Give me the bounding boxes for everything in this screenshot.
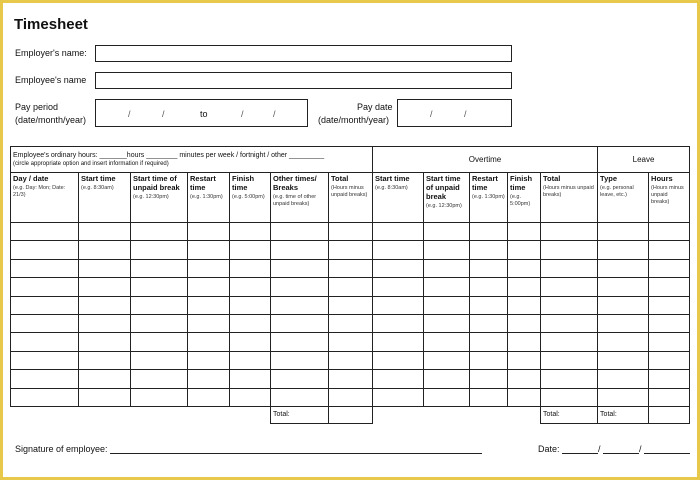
column-title: Finish time [510,174,533,192]
overtime-total-label-cell [541,406,598,423]
table-cell[interactable] [79,278,131,296]
table-cell[interactable] [329,223,373,241]
table-cell[interactable] [131,314,188,332]
column-title: Restart time [472,174,498,192]
column-title: Start time of unpaid break [133,174,180,192]
timesheet-table [10,146,690,424]
table-row [11,333,690,351]
table-cell[interactable] [424,370,470,388]
table-cell[interactable] [329,333,373,351]
table-cell[interactable] [541,223,598,241]
column-title: Restart time [190,174,216,192]
table-cell[interactable] [230,259,271,277]
table-cell[interactable] [508,296,541,314]
pay-period-field[interactable] [95,99,308,127]
table-cell[interactable] [470,259,508,277]
table-cell[interactable] [649,370,690,388]
table-cell[interactable] [598,241,649,259]
table-row [11,296,690,314]
column-hint: (Hours minus unpaid breaks) [331,185,368,198]
table-cell[interactable] [271,296,329,314]
ordinary-hours-header [11,147,373,173]
table-cell[interactable] [508,259,541,277]
table-cell[interactable] [329,388,373,406]
table-cell[interactable] [470,314,508,332]
column-title: Total [543,174,561,183]
column-title: Day / date [13,174,49,183]
column-header [649,173,690,223]
table-cell[interactable] [188,241,230,259]
table-cell[interactable] [424,259,470,277]
table-cell[interactable] [649,388,690,406]
table-cell[interactable] [131,370,188,388]
table-cell[interactable] [79,296,131,314]
date-separator: / [430,109,433,119]
date-separator: / [639,444,642,454]
table-cell[interactable] [373,314,424,332]
column-title: Start time [81,174,116,183]
table-cell[interactable] [11,388,79,406]
table-row [11,388,690,406]
table-cell[interactable] [271,333,329,351]
table-cell[interactable] [79,351,131,369]
leave-total-cell[interactable] [649,406,690,423]
table-cell[interactable] [508,370,541,388]
spacer [373,406,541,423]
table-cell[interactable] [541,296,598,314]
column-hint: (Hours minus unpaid breaks) [651,185,684,205]
column-hint: (e.g. 12:30pm) [133,194,169,200]
column-title: Hours [651,174,673,183]
pay-period-label: Pay period [15,102,59,112]
column-header [329,173,373,223]
date-separator: / [241,109,244,119]
date-month-line[interactable] [603,453,639,454]
table-cell[interactable] [598,314,649,332]
employer-name-field[interactable] [95,45,512,62]
table-cell[interactable] [271,259,329,277]
date-label: Date: [538,444,560,454]
table-cell[interactable] [649,351,690,369]
pay-date-label: Pay date [357,102,393,112]
table-cell[interactable] [11,351,79,369]
table-cell[interactable] [649,278,690,296]
column-header [424,173,470,223]
date-day-line[interactable] [562,453,598,454]
table-cell[interactable] [541,370,598,388]
table-cell[interactable] [230,296,271,314]
table-cell[interactable] [373,259,424,277]
pay-date-format-label: (date/month/year) [318,115,390,125]
table-cell[interactable] [271,351,329,369]
table-cell[interactable] [424,351,470,369]
column-header [541,173,598,223]
table-cell[interactable] [470,296,508,314]
table-cell[interactable] [11,223,79,241]
table-cell[interactable] [373,388,424,406]
table-cell[interactable] [79,223,131,241]
table-cell[interactable] [230,370,271,388]
ordinary-total-label: Total: [271,406,329,423]
table-cell[interactable] [188,278,230,296]
table-cell[interactable] [230,241,271,259]
table-cell[interactable] [11,370,79,388]
overtime-total-label: Total: [543,410,560,418]
pay-period-format-label: (date/month/year) [15,115,87,125]
table-cell[interactable] [11,259,79,277]
to-label: to [200,109,208,119]
table-cell[interactable] [508,333,541,351]
table-cell[interactable] [598,296,649,314]
table-cell[interactable] [373,333,424,351]
table-cell[interactable] [271,314,329,332]
table-cell[interactable] [373,241,424,259]
column-hint: (e.g. Day: Mon; Date: 21/3) [13,185,66,198]
column-header [470,173,508,223]
signature-line[interactable] [110,453,482,454]
table-cell[interactable] [188,388,230,406]
column-hint: (e.g. personal leave, etc.) [600,185,634,198]
table-cell[interactable] [598,388,649,406]
table-cell[interactable] [188,351,230,369]
signature-label: Signature of employee: [15,444,108,454]
table-cell[interactable] [508,278,541,296]
table-cell[interactable] [230,314,271,332]
column-hint: (e.g. 8:30am) [81,185,114,191]
table-row [11,278,690,296]
table-cell[interactable] [188,333,230,351]
table-cell[interactable] [424,278,470,296]
table-cell[interactable] [373,278,424,296]
table-cell[interactable] [79,333,131,351]
table-cell[interactable] [373,296,424,314]
date-separator: / [464,109,467,119]
employee-label: Employee's name [15,75,87,85]
table-cell[interactable] [541,388,598,406]
column-title: Type [600,174,617,183]
table-cell[interactable] [188,296,230,314]
column-header [373,173,424,223]
table-cell[interactable] [271,370,329,388]
column-header [188,173,230,223]
column-hint: (e.g. 1:30pm) [472,194,505,200]
table-cell[interactable] [131,223,188,241]
table-cell[interactable] [424,223,470,241]
table-cell[interactable] [508,223,541,241]
table-cell[interactable] [271,241,329,259]
table-cell[interactable] [373,370,424,388]
table-cell[interactable] [230,351,271,369]
table-cell[interactable] [11,296,79,314]
table-cell[interactable] [598,223,649,241]
table-cell[interactable] [649,314,690,332]
table-cell[interactable] [508,241,541,259]
table-cell[interactable] [131,278,188,296]
employer-label: Employer's name: [15,48,87,58]
table-cell[interactable] [541,259,598,277]
table-cell[interactable] [329,259,373,277]
table-cell[interactable] [188,314,230,332]
page-title: Timesheet [14,16,88,33]
table-cell[interactable] [329,314,373,332]
table-row [11,241,690,259]
column-hint: (e.g. time of other unpaid breaks) [273,194,317,207]
table-cell[interactable] [649,223,690,241]
table-cell[interactable] [188,370,230,388]
table-cell[interactable] [541,351,598,369]
table-cell[interactable] [230,278,271,296]
table-row [11,259,690,277]
ordinary-hours-note: (circle appropriate option and insert information if required) [13,161,169,167]
table-cell[interactable] [11,241,79,259]
column-hint: (e.g. 5:00pm) [232,194,265,200]
employee-name-field[interactable] [95,72,512,89]
table-cell[interactable] [79,314,131,332]
table-cell[interactable] [508,351,541,369]
table-cell[interactable] [541,241,598,259]
table-cell[interactable] [470,278,508,296]
column-hint: (e.g. 1:30pm) [190,194,223,200]
column-header [79,173,131,223]
table-cell[interactable] [508,314,541,332]
overtime-header: Overtime [373,147,598,173]
table-cell[interactable] [598,370,649,388]
table-cell[interactable] [230,388,271,406]
table-cell[interactable] [649,259,690,277]
column-hint: (e.g. 5:00pm) [510,194,531,207]
leave-header: Leave [598,147,690,173]
table-cell[interactable] [329,241,373,259]
table-cell[interactable] [424,333,470,351]
table-cell[interactable] [131,351,188,369]
table-cell[interactable] [373,223,424,241]
leave-total-label: Total: [598,406,649,423]
table-cell[interactable] [424,388,470,406]
table-cell[interactable] [79,241,131,259]
table-cell[interactable] [424,241,470,259]
table-cell[interactable] [131,259,188,277]
table-cell[interactable] [271,278,329,296]
table-cell[interactable] [230,333,271,351]
table-cell[interactable] [131,241,188,259]
table-cell[interactable] [230,223,271,241]
column-header [271,173,329,223]
table-cell[interactable] [470,351,508,369]
table-cell[interactable] [271,223,329,241]
column-header [11,173,79,223]
table-cell[interactable] [508,388,541,406]
table-cell[interactable] [79,259,131,277]
column-header [598,173,649,223]
table-cell[interactable] [329,296,373,314]
table-cell[interactable] [598,333,649,351]
table-cell[interactable] [649,296,690,314]
date-separator: / [162,109,165,119]
table-row [11,351,690,369]
table-row [11,370,690,388]
table-cell[interactable] [541,333,598,351]
table-cell[interactable] [470,333,508,351]
table-cell[interactable] [329,278,373,296]
column-title: Start time [375,174,410,183]
table-cell[interactable] [79,388,131,406]
date-separator: / [128,109,131,119]
column-hint: (e.g. 12:30pm) [426,203,462,209]
ordinary-total-cell[interactable] [329,406,373,423]
table-cell[interactable] [373,351,424,369]
column-hint: (e.g. 8:30am) [375,185,408,191]
table-row [11,314,690,332]
table-cell[interactable] [424,296,470,314]
table-cell[interactable] [329,370,373,388]
table-cell[interactable] [271,388,329,406]
column-title: Finish time [232,174,255,192]
table-cell[interactable] [131,296,188,314]
table-cell[interactable] [131,388,188,406]
date-year-line[interactable] [644,453,690,454]
table-cell[interactable] [131,333,188,351]
table-cell[interactable] [649,333,690,351]
pay-date-field[interactable] [397,99,512,127]
column-header [131,173,188,223]
column-hint: (Hours minus unpaid breaks) [543,185,594,198]
table-cell[interactable] [541,278,598,296]
ordinary-hours-text: Employee's ordinary hours: _______hours ________ minutes per week / fortnight / other _________ [13,152,325,159]
spacer [11,406,271,423]
table-cell[interactable] [188,223,230,241]
column-title: Total [331,174,349,183]
table-cell[interactable] [541,314,598,332]
table-cell[interactable] [188,259,230,277]
table-cell[interactable] [470,223,508,241]
table-cell[interactable] [11,314,79,332]
table-cell[interactable] [329,351,373,369]
column-title: Start time of unpaid break [426,174,461,201]
table-cell[interactable] [470,388,508,406]
table-cell[interactable] [649,241,690,259]
date-separator: / [598,444,601,454]
table-cell[interactable] [11,278,79,296]
table-cell[interactable] [598,259,649,277]
column-header [230,173,271,223]
table-cell[interactable] [424,314,470,332]
table-cell[interactable] [470,241,508,259]
table-cell[interactable] [11,333,79,351]
column-header [508,173,541,223]
table-cell[interactable] [470,370,508,388]
table-cell[interactable] [598,278,649,296]
table-cell[interactable] [79,370,131,388]
column-title: Other times/ Breaks [273,174,317,192]
table-cell[interactable] [598,351,649,369]
table-row [11,223,690,241]
date-separator: / [273,109,276,119]
